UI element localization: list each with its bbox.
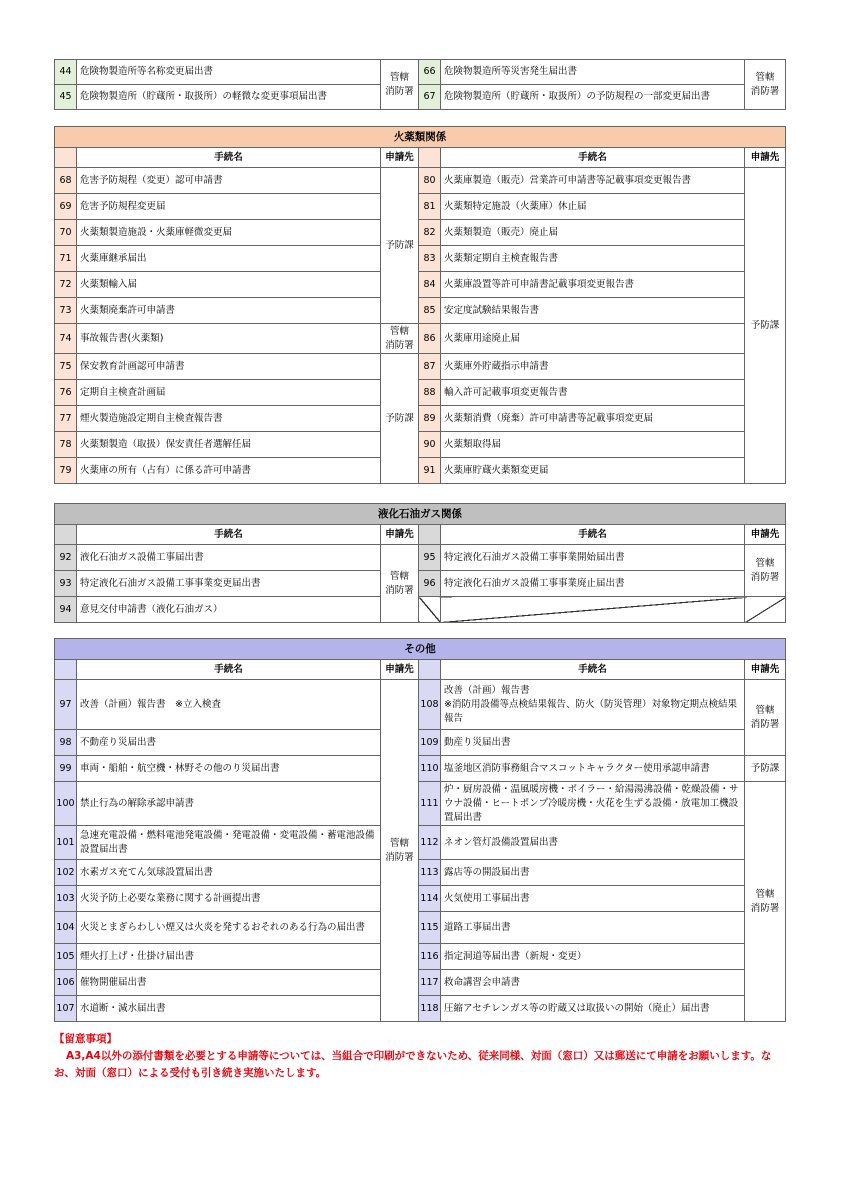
column-header-dept: 申請先 xyxy=(745,148,786,168)
item-number: 45 xyxy=(55,85,77,110)
header-blank xyxy=(419,660,441,680)
item-number: 78 xyxy=(55,432,77,458)
item-name: 水素ガス充てん気球設置届出書 xyxy=(77,860,381,886)
table-row xyxy=(55,168,786,194)
item-name: ネオン管灯設備設置届出書 xyxy=(441,826,745,860)
item-number: 75 xyxy=(55,354,77,380)
item-number: 107 xyxy=(55,996,77,1022)
item-number: 101 xyxy=(55,826,77,860)
item-name: 車両・船舶・航空機・林野その他のり災届出書 xyxy=(77,756,381,782)
table-row xyxy=(55,60,786,85)
item-number: 95 xyxy=(419,545,441,571)
item-name: 特定液化石油ガス設備工事事業変更届出書 xyxy=(77,571,381,597)
table-row xyxy=(55,970,786,996)
item-name: 水道断・減水届出書 xyxy=(77,996,381,1022)
item-number: 117 xyxy=(419,970,441,996)
item-number: 68 xyxy=(55,168,77,194)
table-row xyxy=(55,680,786,730)
item-number: 105 xyxy=(55,944,77,970)
header-blank xyxy=(55,148,77,168)
item-number: 111 xyxy=(419,782,441,826)
table-row xyxy=(55,194,786,220)
item-number: 113 xyxy=(419,860,441,886)
item-name: 火薬類取得届 xyxy=(441,432,745,458)
item-name: 火薬類製造施設・火薬庫軽微変更届 xyxy=(77,220,381,246)
item-name: 煙火製造施設定期自主検査報告書 xyxy=(77,406,381,432)
table-row xyxy=(55,730,786,756)
item-name: 急速充電設備・燃料電池発電設備・発電設備・変電設備・蓄電池設備設置届出書 xyxy=(77,826,381,860)
lpg-table xyxy=(54,503,786,623)
header-blank xyxy=(55,660,77,680)
item-name: 火薬類消費（廃棄）許可申請書等記載事項変更届 xyxy=(441,406,745,432)
item-name: 火薬類定期自主検査報告書 xyxy=(441,246,745,272)
item-name: 液化石油ガス設備工事届出書 xyxy=(77,545,381,571)
item-name: 火薬庫製造（販売）営業許可申請書等記載事項変更報告書 xyxy=(441,168,745,194)
item-number: 104 xyxy=(55,912,77,944)
item-name: 危害予防規程（変更）認可申請書 xyxy=(77,168,381,194)
item-number: 110 xyxy=(419,756,441,782)
item-name: 火薬庫用途廃止届 xyxy=(441,324,745,354)
notice-body: A3,A4以外の添付書類を必要とする申請等については、当組合で印刷ができないため、従来同様、対面（窓口）又は郵送にて申請をお願いします。なお、対面（窓口）による受付も引き続き実施いたします。 xyxy=(54,1050,772,1079)
dept-cell: 管轄 消防署 xyxy=(381,60,419,110)
item-name: 煙火打上げ・仕掛け届出書 xyxy=(77,944,381,970)
dept-cell: 予防課 xyxy=(745,168,786,484)
table-row xyxy=(55,324,786,354)
item-name: 危険物製造所（貯蔵所・取扱所）の予防規程の一部変更届出書 xyxy=(441,85,745,110)
item-name: 定期自主検査計画届 xyxy=(77,380,381,406)
table-row xyxy=(55,944,786,970)
dept-cell: 予防課 xyxy=(745,756,786,782)
other-table xyxy=(54,638,786,1022)
item-number: 87 xyxy=(419,354,441,380)
item-number: 116 xyxy=(419,944,441,970)
table-row xyxy=(55,996,786,1022)
item-number: 103 xyxy=(55,886,77,912)
section-title: 液化石油ガス関係 xyxy=(55,504,786,525)
item-number: 112 xyxy=(419,826,441,860)
empty-cell xyxy=(441,597,745,623)
item-number: 89 xyxy=(419,406,441,432)
item-number: 90 xyxy=(419,432,441,458)
table-row xyxy=(55,571,786,597)
item-name: 火災とまぎらわしい煙又は火炎を発するおそれのある行為の届出書 xyxy=(77,912,381,944)
item-number: 102 xyxy=(55,860,77,886)
item-number: 72 xyxy=(55,272,77,298)
column-header-dept: 申請先 xyxy=(381,148,419,168)
item-number: 93 xyxy=(55,571,77,597)
item-number: 70 xyxy=(55,220,77,246)
item-name: 特定液化石油ガス設備工事事業開始届出書 xyxy=(441,545,745,571)
dept-cell: 管轄 消防署 xyxy=(745,545,786,597)
item-name: 特定液化石油ガス設備工事事業廃止届出書 xyxy=(441,571,745,597)
table-row xyxy=(55,782,786,826)
item-number: 67 xyxy=(419,85,441,110)
item-name: 露店等の開設届出書 xyxy=(441,860,745,886)
item-number: 94 xyxy=(55,597,77,623)
item-number: 69 xyxy=(55,194,77,220)
item-number: 114 xyxy=(419,886,441,912)
item-name: 火薬庫外貯蔵指示申請書 xyxy=(441,354,745,380)
item-name: 危害予防規程変更届 xyxy=(77,194,381,220)
item-number: 115 xyxy=(419,912,441,944)
table-row xyxy=(55,246,786,272)
item-name: 火薬類製造（取扱）保安責任者選解任届 xyxy=(77,432,381,458)
item-number: 98 xyxy=(55,730,77,756)
header-blank xyxy=(55,525,77,545)
table-row xyxy=(55,545,786,571)
item-name: 催物開催届出書 xyxy=(77,970,381,996)
item-number: 99 xyxy=(55,756,77,782)
item-number: 106 xyxy=(55,970,77,996)
table-row xyxy=(55,406,786,432)
column-header-name: 手続名 xyxy=(441,660,745,680)
item-name: 救命講習会申請書 xyxy=(441,970,745,996)
item-name: 改善（計画）報告書 ※消防用設備等点検結果報告、防火（防災管理）対象物定期点検結果報告 xyxy=(441,680,745,730)
column-header-name: 手続名 xyxy=(77,525,381,545)
hazmat-table xyxy=(54,59,786,110)
column-header-name: 手続名 xyxy=(77,148,381,168)
dept-cell: 管轄 消防署 xyxy=(381,680,419,1022)
table-row xyxy=(55,458,786,484)
table-row xyxy=(55,597,786,623)
item-name: 圧縮アセチレンガス等の貯蔵又は取扱いの開始（廃止）届出書 xyxy=(441,996,745,1022)
item-name: 道路工事届出書 xyxy=(441,912,745,944)
item-name: 火薬庫継承届出 xyxy=(77,246,381,272)
item-number: 109 xyxy=(419,730,441,756)
table-row xyxy=(55,886,786,912)
table-row xyxy=(55,220,786,246)
item-number: 80 xyxy=(419,168,441,194)
item-number: 79 xyxy=(55,458,77,484)
column-header-dept: 申請先 xyxy=(745,525,786,545)
item-number: 84 xyxy=(419,272,441,298)
table-row xyxy=(55,756,786,782)
item-number: 44 xyxy=(55,60,77,85)
item-name: 指定洞道等届出書（新規・変更） xyxy=(441,944,745,970)
item-name: 火薬庫の所有（占有）に係る許可申請書 xyxy=(77,458,381,484)
column-header-name: 手続名 xyxy=(441,148,745,168)
item-name: 火薬類特定施設（火薬庫）休止届 xyxy=(441,194,745,220)
table-row xyxy=(55,85,786,110)
table-row xyxy=(55,272,786,298)
table-row xyxy=(55,298,786,324)
item-name: 危険物製造所等災害発生届出書 xyxy=(441,60,745,85)
section-title: その他 xyxy=(55,639,786,660)
item-number: 88 xyxy=(419,380,441,406)
item-name: 保安教育計画認可申請書 xyxy=(77,354,381,380)
header-blank xyxy=(419,148,441,168)
item-name: 火薬類製造（販売）廃止届 xyxy=(441,220,745,246)
item-number: 85 xyxy=(419,298,441,324)
item-name: 危険物製造所等名称変更届出書 xyxy=(77,60,381,85)
item-number: 82 xyxy=(419,220,441,246)
item-name: 改善（計画）報告書 ※立入検査 xyxy=(77,680,381,730)
column-header-name: 手続名 xyxy=(441,525,745,545)
item-name: 火薬類輸入届 xyxy=(77,272,381,298)
item-number: 66 xyxy=(419,60,441,85)
column-header-dept: 申請先 xyxy=(381,660,419,680)
column-header-dept: 申請先 xyxy=(745,660,786,680)
notice-box xyxy=(54,1031,785,1082)
notice-title: 【留意事項】 xyxy=(54,1033,117,1045)
item-name: 事故報告書(火薬類) xyxy=(77,324,381,354)
kayaku-table xyxy=(54,126,786,484)
item-number: 108 xyxy=(419,680,441,730)
table-row xyxy=(55,860,786,886)
item-name: 火薬庫貯蔵火薬類変更届 xyxy=(441,458,745,484)
item-name: 安定度試験結果報告書 xyxy=(441,298,745,324)
item-name: 危険物製造所（貯蔵所・取扱所）の軽微な変更事項届出書 xyxy=(77,85,381,110)
item-number: 76 xyxy=(55,380,77,406)
item-number: 96 xyxy=(419,571,441,597)
item-name: 禁止行為の解除承認申請書 xyxy=(77,782,381,826)
column-header-dept: 申請先 xyxy=(381,525,419,545)
dept-cell: 予防課 xyxy=(381,354,419,484)
dept-cell: 管轄 消防署 xyxy=(745,782,786,1022)
table-row xyxy=(55,354,786,380)
empty-cell xyxy=(419,597,441,623)
item-name: 意見交付申請書（液化石油ガス） xyxy=(77,597,381,623)
dept-cell: 管轄 消防署 xyxy=(745,680,786,756)
table-row xyxy=(55,380,786,406)
table-row xyxy=(55,826,786,860)
item-number: 97 xyxy=(55,680,77,730)
item-number: 81 xyxy=(419,194,441,220)
section-title: 火薬類関係 xyxy=(55,127,786,148)
dept-cell: 管轄 消防署 xyxy=(381,545,419,623)
header-blank xyxy=(419,525,441,545)
dept-cell: 管轄 消防署 xyxy=(745,60,786,110)
item-number: 77 xyxy=(55,406,77,432)
item-number: 118 xyxy=(419,996,441,1022)
item-number: 100 xyxy=(55,782,77,826)
item-name: 火薬庫設置等許可申請書記載事項変更報告書 xyxy=(441,272,745,298)
item-name: 火気使用工事届出書 xyxy=(441,886,745,912)
item-number: 83 xyxy=(419,246,441,272)
item-name: 不動産り災届出書 xyxy=(77,730,381,756)
item-number: 91 xyxy=(419,458,441,484)
item-number: 71 xyxy=(55,246,77,272)
item-number: 74 xyxy=(55,324,77,354)
item-name: 輸入許可記載事項変更報告書 xyxy=(441,380,745,406)
item-number: 92 xyxy=(55,545,77,571)
item-number: 86 xyxy=(419,324,441,354)
item-name: 火災予防上必要な業務に関する計画提出書 xyxy=(77,886,381,912)
table-row xyxy=(55,912,786,944)
dept-cell: 管轄 消防署 xyxy=(381,324,419,354)
item-name: 炉・厨房設備・温風暖房機・ボイラー・給湯湯沸設備・乾燥設備・サウナ設備・ヒートポンプ冷暖房機・火花を生ずる設備・放電加工機設置届出書 xyxy=(441,782,745,826)
item-name: 塩釜地区消防事務組合マスコットキャラクター使用承認申請書 xyxy=(441,756,745,782)
item-name: 火薬類廃棄許可申請書 xyxy=(77,298,381,324)
dept-cell: 予防課 xyxy=(381,168,419,324)
item-number: 73 xyxy=(55,298,77,324)
column-header-name: 手続名 xyxy=(77,660,381,680)
empty-cell xyxy=(745,597,786,623)
item-name: 動産り災届出書 xyxy=(441,730,745,756)
table-row xyxy=(55,432,786,458)
